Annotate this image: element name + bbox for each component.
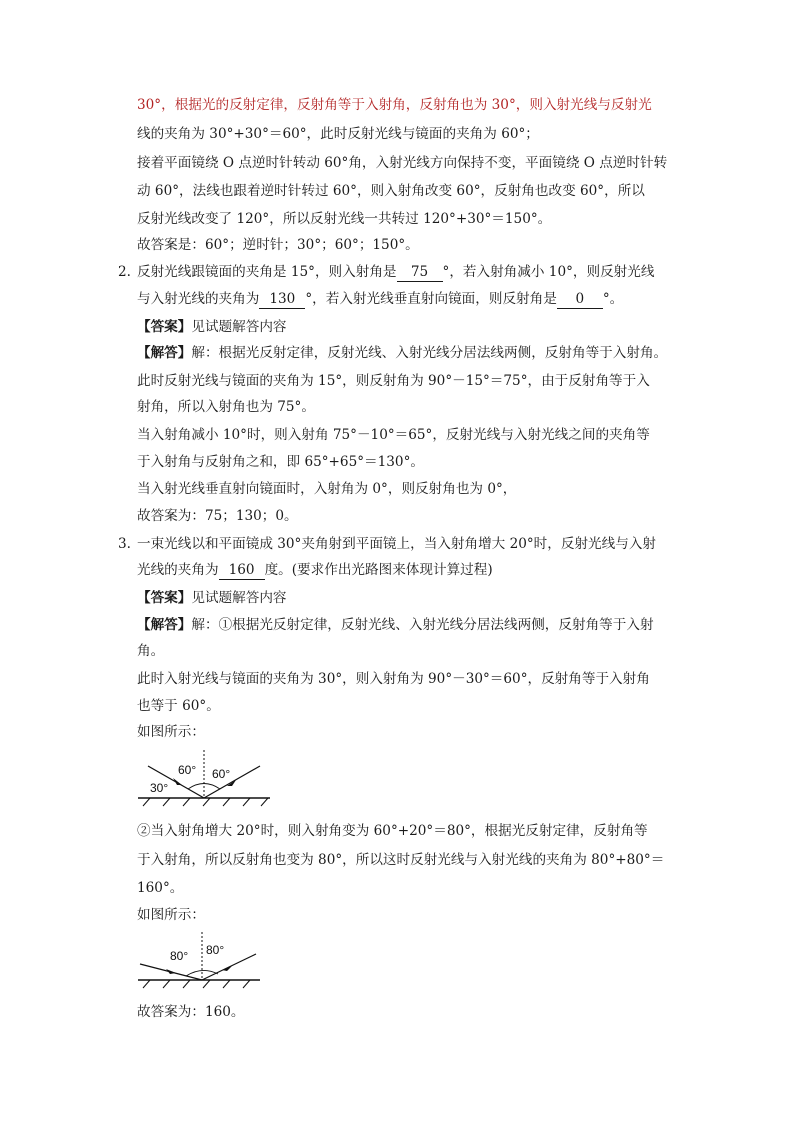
q2-text-b: °，若入射角减小 10°，则反射光线 [442,264,655,280]
q3-solution-text-1: 根据光反射定律，反射光线、入射光线分居法线两侧，反射角等于入射 [232,617,654,633]
q2-solution-text-1: 解：根据光反射定律，反射光线、入射光线分居法线两侧，反射角等于入射角。 [191,345,668,361]
q3-line-2 [137,561,493,580]
q3-solution-5 [137,822,648,840]
q2-answer-text: 见试题解答内容 [191,319,287,335]
q3-fig-caption-2: 如图所示： [137,907,205,923]
q1-solution-line-2-text: 线的夹角为 30°+30°＝60°，此时反射光线与镜面的夹角为 60°； [137,126,539,142]
reflected-ray [202,954,256,980]
reflected-arrow [222,966,232,971]
q2-solution-3: 射角，所以入射角也为 75°。 [137,399,315,415]
mirror-hatching [143,798,268,806]
q3-solution-text-5: 当入射角增大 20°时，则入射角变为 60°+20°＝80°，根据光反射定律，反射角等 [150,823,648,839]
q2-solution-5: 于入射角与反射角之和，即 65°+65°＝130°。 [137,454,424,470]
q2-text-a: 反射光线跟镜面的夹角是 15°，则入射角是 [137,264,397,280]
q2-solution-7: 故答案为：75；130；0。 [137,508,298,524]
q2-answer [137,318,287,336]
q3-final-answer: 故答案为：160。 [137,1004,245,1020]
q3-fig-caption-1: 如图所示： [137,724,205,740]
q3-answer [137,589,287,607]
q3-step-2-marker: ② [137,823,151,839]
q1-solution-line-4: 动 60°，法线也跟着逆时针转过 60°，则入射角改变 60°，反射角也改变 60°，所以 [137,183,645,199]
q3-solution-7: 160°。 [137,880,184,896]
q3-step-1-marker: ① [218,617,233,633]
q3-number: 3. [118,536,131,552]
angle-label-left: 60° [178,763,197,777]
q2-number: 2. [118,264,131,280]
q2-solution-1 [137,344,667,362]
q3-text-b: 度。(要求作出光路图来体现计算过程) [264,562,493,578]
q2-text-e: °。 [602,291,624,307]
q2-solution-tag: 【解答】 [137,345,192,361]
q3-solution-3: 此时入射光线与镜面的夹角为 30°，则入射角为 90°－30°＝60°，反射角等于入射角 [137,671,650,687]
q3-solution-1 [137,616,654,634]
angle-label-mirror: 30° [150,781,169,795]
q3-line-1: 一束光线以和平面镜成 30°夹角射到平面镜上，当入射角增大 20°时，反射光线与入射 [137,536,657,552]
q2-blank-3: 0 [557,290,603,309]
q1-solution-line-2 [137,125,539,143]
q2-line-1 [137,263,654,282]
q2-answer-tag: 【答案】 [137,319,192,335]
q3-solution-tag: 【解答】 [137,617,192,633]
q2-solution-2: 此时反射光线与镜面的夹角为 15°，则反射角为 90°－15°＝75°，由于反射角等于入 [137,373,650,389]
q2-blank-2: 130 [259,290,305,309]
q3-solution-4: 也等于 60°。 [137,698,220,714]
q3-text-a: 光线的夹角为 [137,562,219,578]
q3-blank-1: 160 [219,561,265,580]
reflection-diagram-1 [136,748,272,808]
q3-solution-2: 角。 [137,643,165,659]
q3-answer-text: 见试题解答内容 [191,590,287,606]
q2-solution-6: 当入射光线垂直射向镜面时，入射角为 0°，则反射角也为 0°， [137,481,517,497]
mirror-hatching [143,980,250,988]
q1-answer-line: 故答案是：60°；逆时针；30°；60°；150°。 [137,237,419,253]
angle-label-right: 80° [206,943,225,957]
q1-solution-line-1: 30°，根据光的反射定律，反射角等于入射角，反射角也为 30°，则入射光线与反射光 [137,97,652,113]
q3-answer-tag: 【答案】 [137,590,192,606]
q1-solution-line-5: 反射光线改变了 120°，所以反射光线一共转过 120°+30°＝150°。 [137,211,552,227]
q2-line-2 [137,290,623,309]
angle-label-left: 80° [170,949,189,963]
angle-label-right: 60° [212,767,231,781]
q2-solution-4: 当入射角减小 10°时，则入射角 75°－10°＝65°，反射光线与入射光线之间的夹角等 [137,427,650,443]
q3-solution-prefix: 解： [191,617,219,633]
q3-solution-6: 于入射角，所以反射角也变为 80°，所以这时反射光线与入射光线的夹角为 80°+80°＝ [137,852,665,868]
reflection-diagram-2 [136,930,262,992]
q2-text-d: °，若入射光线垂直射向镜面，则反射角是 [305,291,557,307]
q1-solution-line-3: 接着平面镜绕 O 点逆时针转动 60°角，入射光线方向保持不变，平面镜绕 O 点逆时针转 [137,155,668,171]
q2-text-c: 与入射光线的夹角为 [137,291,260,307]
q2-blank-1: 75 [397,263,443,282]
